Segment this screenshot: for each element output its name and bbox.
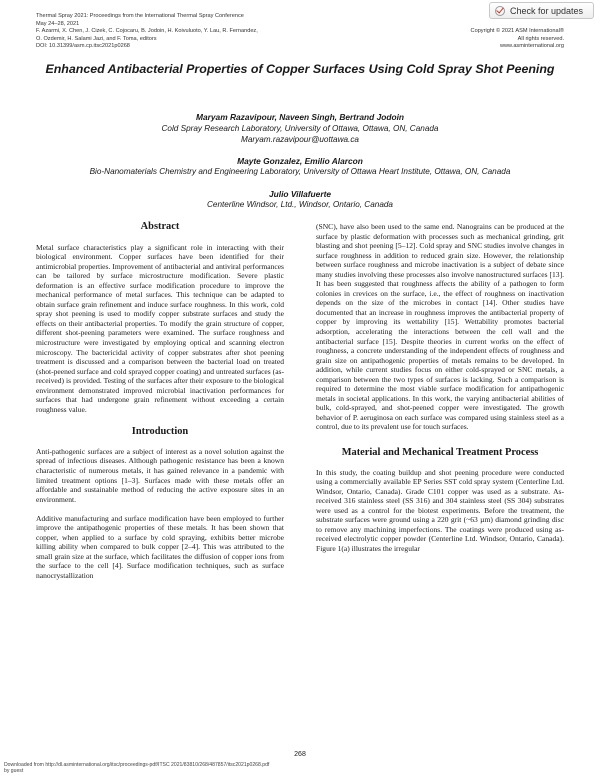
intro-paragraph: Additive manufacturing and surface modification have been employed to further improve the antipathogenic properties of these metals. It has been shown that copper, when applied to a surface by cold spraying, exhibits better microbe killing ability when compared to bulk copper [2–4]. This was attributed to the small grain size at the surface, which facilitates the diffusion of copper ions from the surface to the cell [4]. Surface modification techniques, such as surface nanocrystallization bbox=[36, 513, 284, 580]
proceedings-line: Thermal Spray 2021: Proceedings from the International Thermal Spray Conference bbox=[36, 13, 244, 19]
materials-text: In this study, the coating buildup and shot peening procedure were conducted using a commercially available EP Series SST cold spray system (Centerline Ltd. Windsor, Ontario, Canada). Grade C101 copper was used as a substrate. As-received 316 stainless steel (SS 316) and 304 stainless steel (SS 304) substrates were used as a control for the biotest experiments. Before the treatment, the substrate surfaces were ground using a 220 grit (~63 µm) diamond grinding disc to remove any machining imperfections. The coatings were produced using as-received electrolytic copper powder (Centerline Ltd. Windsor, Ontario, Canada). Figure 1(a) illustrates the irregular bbox=[316, 467, 564, 553]
check-updates-icon bbox=[495, 6, 505, 16]
proceedings-line: O. Ozdemir, H. Salami Jazi, and F. Toma, editors bbox=[36, 35, 157, 42]
proceedings-line: DOI: 10.31399/asm.cp.itsc2021p0268 bbox=[36, 43, 130, 50]
page-number: 268 bbox=[294, 751, 306, 758]
materials-heading: Material and Mechanical Treatment Process bbox=[341, 447, 539, 459]
introduction-heading: Introduction bbox=[131, 426, 189, 438]
author-names: Mayte Gonzalez, Emilio Alarcon bbox=[237, 156, 363, 166]
download-line: by guest bbox=[4, 768, 24, 775]
author-affiliation: Bio-Nanomaterials Chemistry and Engineering Laboratory, University of Ottawa Heart Institute, Ottawa, ON, Canada bbox=[89, 167, 511, 176]
check-for-updates-label: Check for updates bbox=[510, 5, 584, 16]
left-column bbox=[36, 222, 284, 581]
abstract-text: Metal surface characteristics play a significant role in interacting with their biological environment. Copper surfaces have been identified for their antimicrobial properties. Improvement of antibacterial and antiviral performances can be tailored by surface microstructure modification. Severe plastic deformation is an effective surface modification procedure to improve the mechanical performance of metal surfaces. This technique can be adapted to obtain surface grain refinement and induce surface roughness. In this work, cold spray shot peening is used to modify copper substrate surfaces and study the effects on their antibacterial properties. To modify the grain structure of copper, different shot-peening parameters were examined. The surface roughness and microstructure were investigated by employing optical and scanning electron microscopy. The bactericidal activity of copper substrates after shot peening treatment is discussed and a comparison between the bacterial load on treated (shot-peened surface and cold sprayed copper coating) and untreated surfaces (as-received) is provided. Testing of the surfaces after their exposure to the biological environment demonstrated improved microbial inactivation performances for surfaces that had undergone grain refinement without exceeding a certain roughness value. bbox=[36, 242, 284, 414]
proceedings-line: F. Azarmi, X. Chen, J. Cizek, C. Cojocaru, B. Jodoin, H. Koivuluoto, Y. Lau, R. Fernandez, bbox=[36, 28, 258, 35]
copyright-line: All rights reserved. bbox=[517, 35, 564, 42]
proceedings-line: May 24–28, 2021 bbox=[36, 20, 80, 27]
download-note bbox=[4, 762, 269, 774]
download-line: Downloaded from http://dl.asminternational.org/itsc/proceedings-pdf/ITSC 2021/83810/268/487857/itsc2021p0268.pdf bbox=[4, 762, 270, 768]
check-for-updates-button[interactable] bbox=[489, 2, 594, 19]
paper-title: Enhanced Antibacterial Properties of Copper Surfaces Using Cold Spray Shot Peening bbox=[45, 62, 555, 76]
right-column bbox=[316, 222, 564, 554]
author-affiliation: Centerline Windsor, Ltd., Windsor, Ontario, Canada bbox=[207, 200, 393, 209]
author-email: Maryam.razavipour@uottawa.ca bbox=[241, 135, 359, 144]
author-names: Maryam Razavipour, Naveen Singh, Bertrand Jodoin bbox=[195, 112, 405, 122]
author-names: Julio Villafuerte bbox=[268, 189, 332, 199]
intro-paragraph-continued: (SNC), have also been used to the same end. Nanograins can be produced at the surface by plastic deformation with processes such as mechanical grinding, grit blasting and shot peening [5–12]. Cold spray and SNC studies involve changes in surface roughness in addition to reduced grain size. However, the relationship between surface roughness and microbe inactivation is a subject of debate since many studies involving these processes also involve nanostructured surfaces [13]. It has been suggested that roughness affects the ability of a pathogen to form colonies in crevices on the surface, i.e., the effect of roughness on inactivation depends on the size of the microbes in contact [14]. Other studies have documented that an increase in roughness improves the antibacterial property of copper by improving its wettability [15]. Wettability promotes bacterial adsorption, accelerating the interactions between the cell wall and the antibacterial surface [15]. Despite theories in current works on the effect of roughness, a concrete understanding of the independent effects of roughness and grain size on antipathogenic properties of metals remains to be developed. In addition, while current studies focus on either cold-sprayed or SNC metals, a comparison between the two types of surfaces is lacking. Such a comparison is required to determine the most viable surface modification for antipathogenic metals in societal applications. In this work, the varying antibacterial abilities of bulk, cold-sprayed, and shot-peened copper were investigated. The growth behavior of P. aeruginosa on each surface was compared using stainless steel as a control, due to its prevalent use for touch surfaces. bbox=[316, 222, 564, 432]
copyright-line: Copyright © 2021 ASM International® bbox=[470, 28, 564, 34]
intro-paragraph: Anti-pathogenic surfaces are a subject of interest as a novel solution against the spread of infectious diseases. Although pathogenic resistance has been a known characteristic of numerous metals, it has gained relevance in a pandemic with limited treatment options [1–3]. Surfaces made with these metals offer an affordable and sustainable method of reducing the active exposure sites in an environment. bbox=[36, 446, 284, 504]
copyright-info bbox=[471, 28, 564, 51]
copyright-line: www.asminternational.org bbox=[499, 43, 564, 50]
author-affiliation: Cold Spray Research Laboratory, University of Ottawa, Ottawa, ON, Canada bbox=[161, 124, 439, 133]
proceedings-info bbox=[36, 13, 258, 51]
abstract-heading: Abstract bbox=[140, 221, 180, 232]
